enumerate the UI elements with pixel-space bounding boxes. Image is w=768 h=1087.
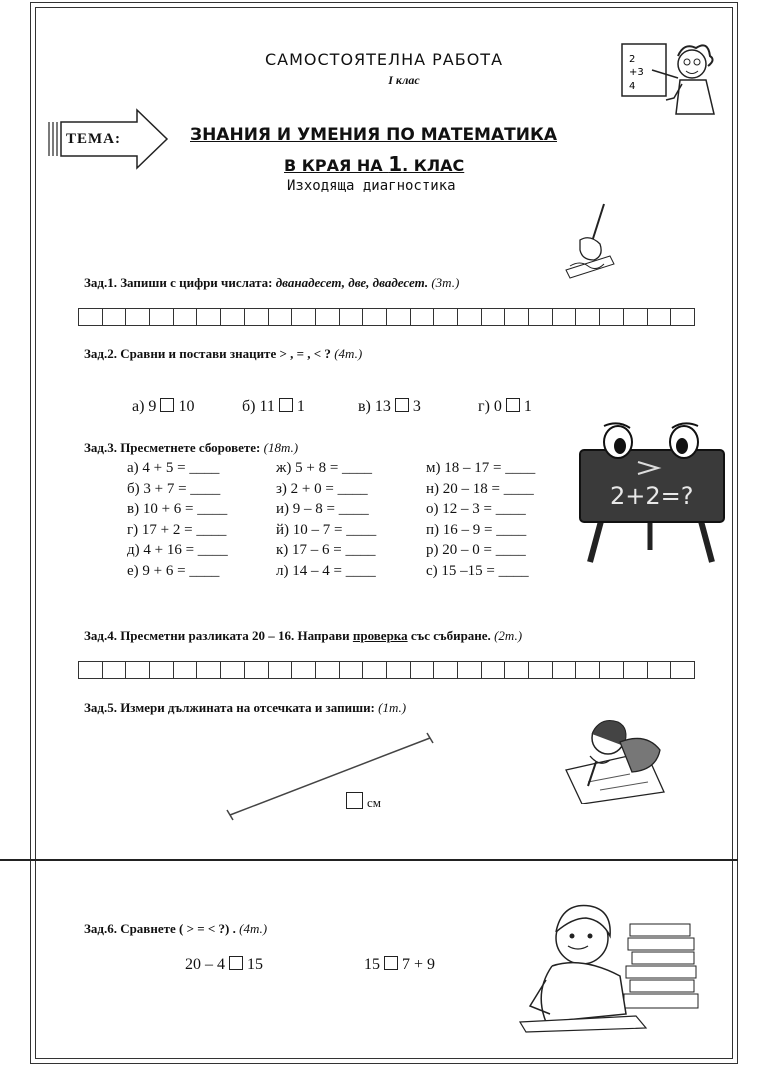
task-2-text: Зад.2. Сравни и постави знаците > , = , < ? <box>84 346 331 361</box>
grid-cell[interactable] <box>457 661 482 679</box>
grid-cell[interactable] <box>173 661 198 679</box>
task-2-item-a-right: 10 <box>178 398 195 415</box>
topic-line-2-number: 1 <box>388 152 403 176</box>
grid-cell[interactable] <box>599 308 624 326</box>
task-2-item-d <box>478 398 532 416</box>
grid-cell[interactable] <box>173 308 198 326</box>
grid-cell[interactable] <box>362 661 387 679</box>
teacher-illustration <box>618 40 726 118</box>
grid-cell[interactable] <box>125 661 150 679</box>
grid-cell[interactable] <box>78 308 103 326</box>
task-4-text: Зад.4. Пресметни разликата 20 – 16. Направи <box>84 628 353 643</box>
svg-text:2: 2 <box>629 54 636 65</box>
task-4-underlined-word: проверка <box>352 628 408 643</box>
grid-cell[interactable] <box>457 308 482 326</box>
compare-box[interactable] <box>506 398 520 412</box>
grid-cell[interactable] <box>78 661 103 679</box>
grid-cell[interactable] <box>102 308 127 326</box>
grid-cell[interactable] <box>268 661 293 679</box>
sum-item[interactable]: п) 16 – 9 = ____ <box>426 521 527 538</box>
task-4-points: (2т.) <box>494 628 523 643</box>
task-5-unit: см <box>367 795 381 810</box>
grid-cell[interactable] <box>647 308 672 326</box>
task-4-text-end: със събиране. <box>407 628 491 643</box>
task-3-column-1 <box>127 460 228 583</box>
grid-cell[interactable] <box>220 661 245 679</box>
sum-item[interactable]: а) 4 + 5 = ____ <box>127 460 220 476</box>
sum-item[interactable]: с) 15 –15 = ____ <box>426 562 529 579</box>
grid-cell[interactable] <box>623 308 648 326</box>
task-2-label <box>84 346 362 362</box>
grid-cell[interactable] <box>623 661 648 679</box>
grid-cell[interactable] <box>552 661 577 679</box>
sum-item[interactable]: н) 20 – 18 = ____ <box>426 480 534 497</box>
grid-cell[interactable] <box>410 661 435 679</box>
grid-cell[interactable] <box>433 308 458 326</box>
grid-cell[interactable] <box>575 308 600 326</box>
grid-cell[interactable] <box>291 661 316 679</box>
grid-cell[interactable] <box>339 661 364 679</box>
task-2-item-d-right: 1 <box>523 398 532 415</box>
grid-cell[interactable] <box>291 308 316 326</box>
task-3-column-2 <box>276 460 376 583</box>
grid-cell[interactable] <box>315 308 340 326</box>
chalkboard-illustration <box>574 420 730 568</box>
task-2-item-b <box>242 398 305 416</box>
sum-item[interactable]: к) 17 – 6 = ____ <box>276 542 376 558</box>
grid-cell[interactable] <box>315 661 340 679</box>
grade-label: I клас <box>388 73 420 87</box>
compare-box[interactable] <box>160 398 174 412</box>
task-1-points: (3т.) <box>431 275 460 290</box>
task-5-points: (1т.) <box>378 700 407 715</box>
grid-cell[interactable] <box>647 661 672 679</box>
grid-cell[interactable] <box>149 308 174 326</box>
grid-cell[interactable] <box>670 308 695 326</box>
task-2-points: (4т.) <box>334 346 363 361</box>
page-title: САМОСТОЯТЕЛНА РАБОТА <box>264 50 504 69</box>
grid-cell[interactable] <box>196 661 221 679</box>
topic-line-2-prefix: В КРАЯ НА <box>284 156 389 175</box>
sum-item[interactable]: д) 4 + 16 = ____ <box>127 542 228 558</box>
task-6-item-1-left: 20 – 4 <box>185 956 225 973</box>
sum-item[interactable]: з) 2 + 0 = ____ <box>276 480 368 497</box>
task-2-item-b-left: б) 11 <box>242 398 275 415</box>
grid-cell[interactable] <box>433 661 458 679</box>
task-2-item-c-right: 3 <box>412 398 421 415</box>
grid-cell[interactable] <box>552 308 577 326</box>
grid-cell[interactable] <box>125 308 150 326</box>
task-6-item-1-right: 15 <box>247 956 263 973</box>
grid-cell[interactable] <box>268 308 293 326</box>
task-2-item-d-left: г) 0 <box>478 398 502 415</box>
svg-text:4: 4 <box>629 81 636 92</box>
task-5-answer <box>342 792 381 811</box>
compare-box[interactable] <box>279 398 293 412</box>
topic-label: ТЕМА: <box>66 131 121 147</box>
sum-item[interactable]: г) 17 + 2 = ____ <box>127 521 227 538</box>
grid-cell[interactable] <box>599 661 624 679</box>
grid-cell[interactable] <box>528 308 553 326</box>
task-3-text: Зад.3. Пресметнете сборовете: <box>84 440 261 455</box>
task-2-item-a-left: а) 9 <box>132 398 157 415</box>
task-2-item-c <box>358 398 421 416</box>
topic-line-2-suffix: . КЛАС <box>402 156 465 175</box>
task-6-item-1 <box>185 956 263 974</box>
task-2-item-c-left: в) 13 <box>358 398 391 415</box>
task-2-item-a <box>132 398 194 416</box>
child-measuring-illustration <box>560 712 670 804</box>
grid-cell[interactable] <box>244 661 269 679</box>
compare-box[interactable] <box>384 956 398 970</box>
sum-item[interactable]: в) 10 + 6 = ____ <box>127 501 228 517</box>
grid-cell[interactable] <box>670 661 695 679</box>
grid-cell[interactable] <box>196 308 221 326</box>
task-6-points: (4т.) <box>239 921 268 936</box>
task-4-answer-grid[interactable] <box>78 661 694 679</box>
grid-cell[interactable] <box>102 661 127 679</box>
topic-line-1: ЗНАНИЯ И УМЕНИЯ ПО МАТЕМАТИКА <box>190 125 558 145</box>
grid-cell[interactable] <box>220 308 245 326</box>
measure-segment <box>222 728 438 824</box>
chalkboard-text: 2+2=? <box>610 482 694 510</box>
grid-cell[interactable] <box>481 308 506 326</box>
task-4-label <box>84 628 522 644</box>
task-1-words: дванадесет, две, двадесет. <box>275 275 429 290</box>
task-5-text: Зад.5. Измери дължината на отсечката и запиши: <box>84 700 375 715</box>
sum-item[interactable]: м) 18 – 17 = ____ <box>426 460 536 476</box>
grid-cell[interactable] <box>504 308 529 326</box>
task-3-column-3 <box>426 460 535 583</box>
sum-item[interactable]: й) 10 – 7 = ____ <box>276 521 377 538</box>
task-6-item-2-right: 7 + 9 <box>402 956 436 973</box>
grid-cell[interactable] <box>339 308 364 326</box>
sum-item[interactable]: е) 9 + 6 = ____ <box>127 562 220 579</box>
child-with-books-illustration <box>516 896 706 1034</box>
task-6-item-2-left: 15 <box>364 956 380 973</box>
sum-item[interactable]: л) 14 – 4 = ____ <box>276 562 376 579</box>
svg-text:+3: +3 <box>629 67 644 78</box>
sum-item[interactable]: б) 3 + 7 = ____ <box>127 480 221 497</box>
task-6-item-2 <box>364 956 435 974</box>
task-1-label <box>84 275 459 291</box>
grid-cell[interactable] <box>528 661 553 679</box>
task-6-text: Зад.6. Сравнете ( > = < ?) . <box>84 921 236 936</box>
topic-line-2 <box>284 152 464 176</box>
task-1-answer-grid[interactable] <box>78 308 694 326</box>
grid-cell[interactable] <box>481 661 506 679</box>
task-3-points: (18т.) <box>263 440 299 455</box>
grid-cell[interactable] <box>362 308 387 326</box>
writing-hand-illustration <box>560 200 620 280</box>
grid-cell[interactable] <box>504 661 529 679</box>
grid-cell[interactable] <box>575 661 600 679</box>
answer-box[interactable] <box>346 792 363 809</box>
diagnostic-subtitle: Изходяща диагностика <box>287 178 456 194</box>
compare-box[interactable] <box>395 398 409 412</box>
sum-item[interactable]: р) 20 – 0 = ____ <box>426 542 526 558</box>
sum-item[interactable]: ж) 5 + 8 = ____ <box>276 460 373 476</box>
task-6-label <box>84 921 267 937</box>
grid-cell[interactable] <box>386 308 411 326</box>
compare-box[interactable] <box>229 956 243 970</box>
task-5-label <box>84 700 406 716</box>
sum-item[interactable]: о) 12 – 3 = ____ <box>426 501 526 517</box>
task-2-item-b-right: 1 <box>296 398 305 415</box>
sum-item[interactable]: и) 9 – 8 = ____ <box>276 501 369 517</box>
task-1-text: Зад.1. Запиши с цифри числата: <box>84 275 276 290</box>
task-3-label <box>84 440 298 456</box>
grid-cell[interactable] <box>149 661 174 679</box>
grid-cell[interactable] <box>386 661 411 679</box>
section-divider <box>0 859 738 861</box>
grid-cell[interactable] <box>244 308 269 326</box>
grid-cell[interactable] <box>410 308 435 326</box>
